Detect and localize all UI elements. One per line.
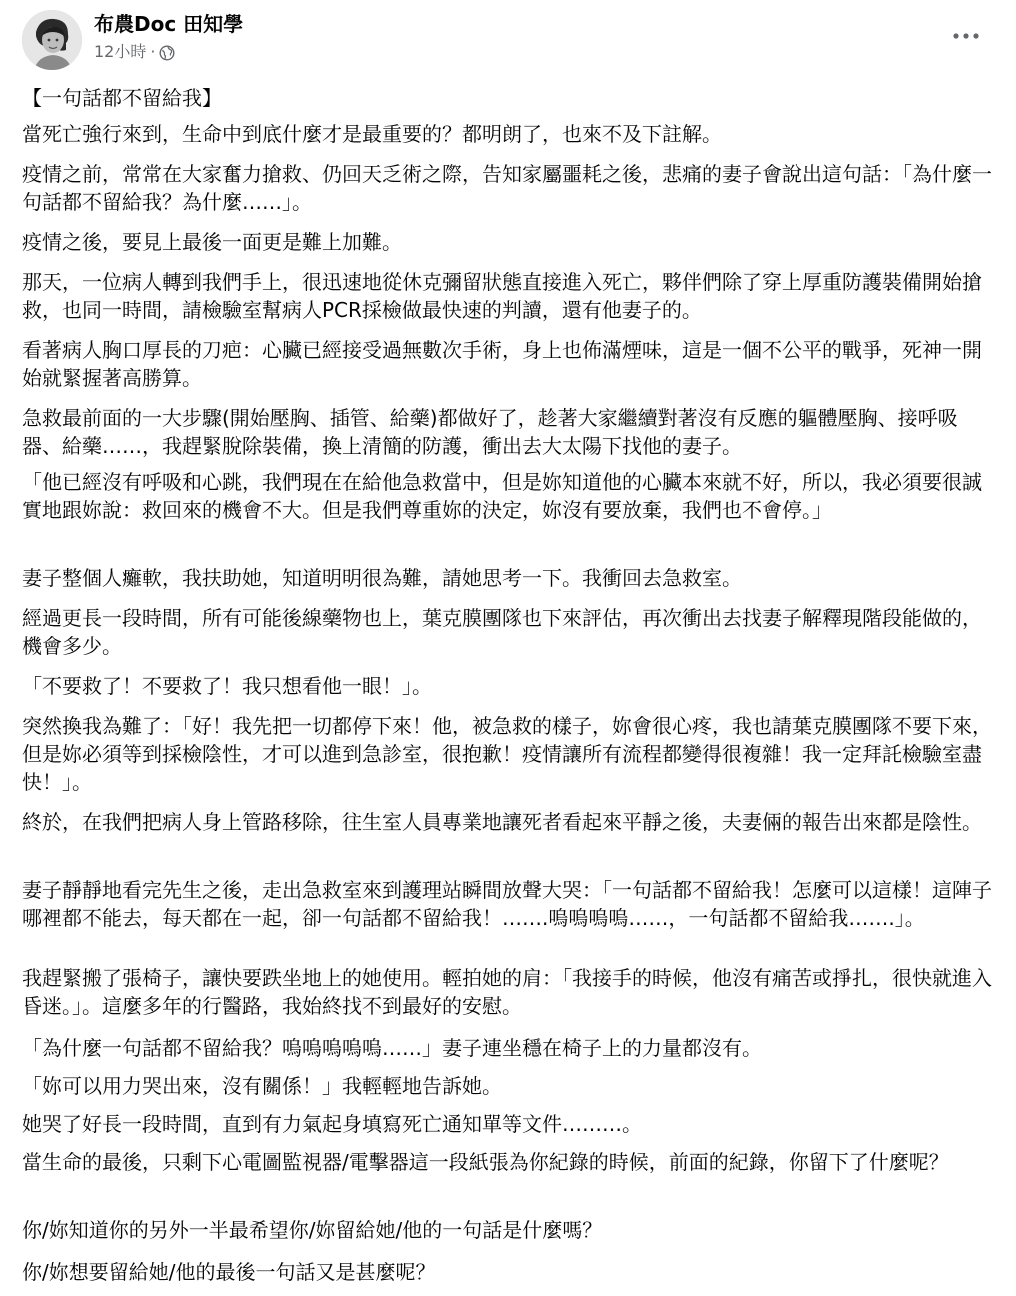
post-paragraph: 她哭了好長一段時間，直到有力氣起身填寫死亡通知單等文件………。 bbox=[22, 1112, 642, 1136]
post-paragraph: 當死亡強行來到，生命中到底什麼才是最重要的？都明朗了，也來不及下註解。 bbox=[22, 122, 722, 146]
post-paragraph: 你/妳想要留給她/他的最後一句話又是甚麼呢？ bbox=[22, 1260, 436, 1284]
post-paragraph: 【一句話都不留給我】 bbox=[22, 86, 222, 110]
post-paragraph: 我趕緊搬了張椅子，讓快要跌坐地上的她使用。輕拍她的肩：「我接手的時候，他沒有痛苦或掙扎，很快就進入昏迷。」。這麼多年的行醫路，我始終找不到最好的安慰。 bbox=[22, 966, 992, 1018]
post-paragraph: 當生命的最後，只剩下心電圖監視器/電擊器這一段紙張為你紀錄的時候，前面的紀錄，你留下了什麼呢？ bbox=[22, 1150, 949, 1174]
post-paragraph: 疫情之前，常常在大家奮力搶救、仍回天乏術之際，告知家屬噩耗之後，悲痛的妻子會說出這句話：「為什麼一句話都不留給我？為什麼……」。 bbox=[22, 162, 992, 214]
more-options-button[interactable] bbox=[950, 24, 982, 48]
globe-icon bbox=[159, 44, 175, 60]
timestamp[interactable]: 12小時 bbox=[94, 42, 147, 61]
post-paragraph: 「妳可以用力哭出來，沒有關係！」我輕輕地告訴她。 bbox=[22, 1074, 502, 1098]
meta-separator: · bbox=[150, 42, 156, 61]
avatar[interactable] bbox=[22, 10, 82, 70]
post-paragraph: 疫情之後，要見上最後一面更是難上加難。 bbox=[22, 230, 402, 254]
avatar-photo-icon bbox=[22, 10, 82, 70]
post-paragraph: 經過更長一段時間，所有可能後線藥物也上，葉克膜團隊也下來評估，再次衝出去找妻子解釋現階段能做的，機會多少。 bbox=[22, 606, 982, 658]
post-paragraph: 終於，在我們把病人身上管路移除，往生室人員專業地讓死者看起來平靜之後，夫妻倆的報告出來都是陰性。 bbox=[22, 810, 982, 834]
author-name[interactable]: 布農Doc 田知學 bbox=[94, 12, 244, 36]
post-meta bbox=[94, 40, 175, 64]
post-paragraph: 你/妳知道你的另外一半最希望你/妳留給她/他的一句話是什麼嗎？ bbox=[22, 1218, 603, 1242]
more-options-icon bbox=[953, 33, 979, 39]
post-paragraph: 妻子靜靜地看完先生之後，走出急救室來到護理站瞬間放聲大哭：「一句話都不留給我！怎麼可以這樣！這陣子哪裡都不能去，每天都在一起，卻一句話都不留給我！…….嗚嗚嗚嗚……，一句話都不留給我…….」。 bbox=[22, 878, 992, 930]
post-paragraph: 那天，一位病人轉到我們手上，很迅速地從休克彌留狀態直接進入死亡，夥伴們除了穿上厚重防護裝備開始搶救，也同一時間，請檢驗室幫病人PCR採檢做最快速的判讀，還有他妻子的。 bbox=[22, 270, 982, 322]
post-paragraph: 「不要救了！不要救了！我只想看他一眼！」。 bbox=[22, 674, 432, 698]
post-paragraph: 「為什麼一句話都不留給我？嗚嗚嗚嗚嗚……」妻子連坐穩在椅子上的力量都沒有。 bbox=[22, 1036, 762, 1060]
post-header bbox=[0, 0, 1016, 72]
post-paragraph: 突然換我為難了：「好！我先把一切都停下來！他，被急救的樣子，妳會很心疼，我也請葉克膜團隊不要下來，但是妳必須等到採檢陰性，才可以進到急診室，很抱歉！疫情讓所有流程都變得很複雜！我一定拜託檢驗室盡快！」。 bbox=[22, 714, 992, 794]
post-paragraph: 「他已經沒有呼吸和心跳，我們現在在給他急救當中，但是妳知道他的心臟本來就不好，所以，我必須要很誠實地跟妳說：救回來的機會不大。但是我們尊重妳的決定，妳沒有要放棄，我們也不會停。」 bbox=[22, 470, 982, 522]
post-paragraph: 妻子整個人癱軟，我扶助她，知道明明很為難，請她思考一下。我衝回去急救室。 bbox=[22, 566, 742, 590]
post-paragraph: 看著病人胸口厚長的刀疤：心臟已經接受過無數次手術，身上也佈滿煙味，這是一個不公平的戰爭，死神一開始就緊握著高勝算。 bbox=[22, 338, 982, 390]
post-paragraph: 急救最前面的一大步驟(開始壓胸、插管、給藥)都做好了，趁著大家繼續對著沒有反應的軀體壓胸、接呼吸器、給藥……，我趕緊脫除裝備，換上清簡的防護，衝出去大太陽下找他的妻子。 bbox=[22, 406, 958, 458]
